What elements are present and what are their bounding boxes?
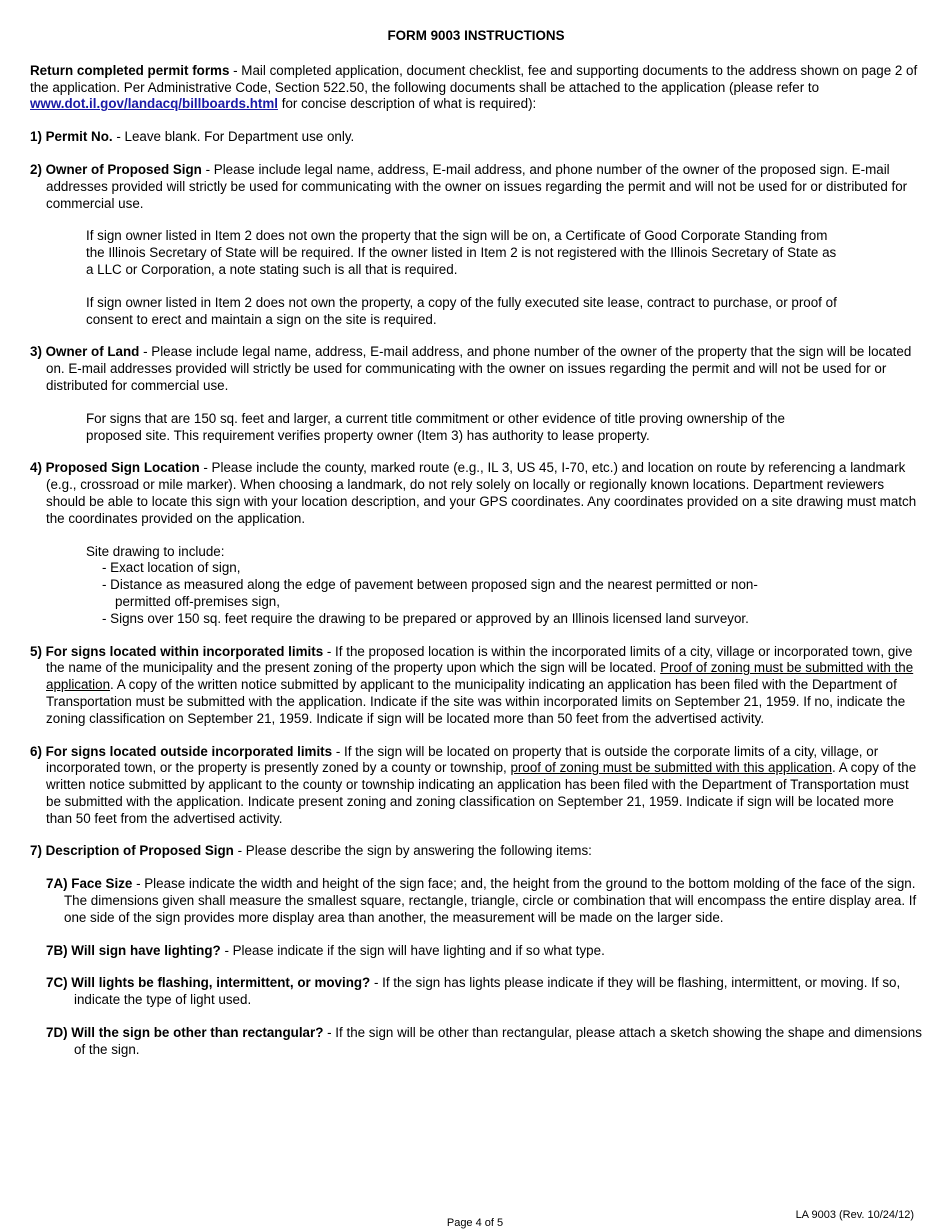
item-7a-text: - Please indicate the width and height of the sign face; and, the height from the ground to the bottom molding of the face of the sign. The dimensions given shall measure the smallest square, rectangle, triangle, circle or combination that will encompass the entire display area. If one side of the sign provides more display area than another, the measurement will be made on the larger side. bbox=[64, 876, 917, 925]
intro-paragraph bbox=[30, 63, 922, 113]
item-7-text: - Please describe the sign by answering the following items: bbox=[233, 843, 592, 859]
item-1-text: - Leave blank. For Department use only. bbox=[112, 129, 355, 145]
item-6-heading: 6) For signs located outside incorporated limits bbox=[30, 743, 333, 759]
item-2 bbox=[30, 162, 922, 212]
item-7d bbox=[30, 1025, 922, 1059]
item-3-text: - Please include legal name, address, E-mail address, and phone number of the owner of the property that the sign will be located on. E-mail addresses provided will strictly be used for communicating with the owner on issues regarding the permit and will not be used for or distributed for commercial use. bbox=[46, 344, 912, 393]
item-7b-text: - Please indicate if the sign will have lighting and if so what type. bbox=[220, 942, 605, 958]
item-3-heading: 3) Owner of Land bbox=[30, 344, 140, 360]
item-6-zoning-requirement: proof of zoning must be submitted with this application bbox=[510, 760, 833, 776]
billboards-link[interactable]: www.dot.il.gov/landacq/billboards.html bbox=[30, 96, 278, 112]
item-7c-text: - If the sign has lights please indicate if they will be flashing, intermittent, or moving. If so, indicate the type of light used. bbox=[74, 975, 901, 1008]
intro-text-2: for concise description of what is required): bbox=[278, 96, 537, 112]
item-1 bbox=[30, 129, 922, 146]
item-7c bbox=[30, 975, 922, 1009]
page-title: FORM 9003 INSTRUCTIONS bbox=[387, 28, 565, 43]
item-7c-heading: 7C) Will lights be flashing, intermittent, or moving? bbox=[46, 975, 371, 991]
item-2-note-1: If sign owner listed in Item 2 does not own the property that the sign will be on, a Certificate of Good Corporate Standing from the Illinois Secretary of State will be required. If the owner listed in Item 2 is not registered with the Illinois Secretary of State as a LLC or Corporation, a note stating such is all that is required. bbox=[86, 228, 837, 277]
item-2-note-2: If sign owner listed in Item 2 does not own the property, a copy of the fully executed site lease, contract to purchase, or proof of consent to erect and maintain a sign on the site is required. bbox=[86, 294, 837, 327]
item-7 bbox=[30, 843, 922, 860]
item-4-heading: 4) Proposed Sign Location bbox=[30, 460, 200, 476]
item-5-zoning-requirement: Proof of zoning must be submitted with the application bbox=[46, 660, 914, 693]
item-7b-heading: 7B) Will sign have lighting? bbox=[46, 942, 221, 958]
intro-heading: Return completed permit forms bbox=[30, 62, 230, 78]
item-6 bbox=[30, 744, 922, 828]
item-1-heading: 1) Permit No. bbox=[30, 129, 113, 145]
item-5-text-2: . A copy of the written notice submitted by applicant to the municipality indicating an application has been filed with the Department of Transportation must be submitted with the application. Indicate if the site was within incorporated limits on September 21, 1959. If no, indicate the zoning classification on September 21, 1959. Indicate if sign will be located more than 50 feet from the advertised activity. bbox=[46, 677, 906, 726]
item-7-heading: 7) Description of Proposed Sign bbox=[30, 843, 234, 859]
item-3 bbox=[30, 344, 922, 394]
item-2-heading: 2) Owner of Proposed Sign bbox=[30, 161, 202, 177]
document-body bbox=[30, 28, 922, 1075]
item-7d-text: - If the sign will be other than rectangular, please attach a sketch showing the shape and dimensions of the sign. bbox=[74, 1025, 922, 1057]
item-7d-heading: 7D) Will the sign be other than rectangular? bbox=[46, 1025, 324, 1041]
page-number: Page 4 of 5 bbox=[446, 1217, 504, 1229]
site-drawing-heading: Site drawing to include: bbox=[86, 543, 225, 559]
item-7a bbox=[30, 876, 922, 926]
item-7a-heading: 7A) Face Size bbox=[46, 876, 133, 892]
list-item: - Exact location of sign, bbox=[102, 560, 241, 576]
item-6-text-1: - If the sign will be located on property that is outside the corporate limits of a city, village, or incorporated town, or the property is presently zoned by a county or township, bbox=[46, 743, 879, 776]
list-item: - Signs over 150 sq. feet require the drawing to be prepared or approved by an Illinois licensed land surveyor. bbox=[102, 610, 749, 626]
item-6-text-2: . A copy of the written notice submitted by applicant to the county or township indicating an application has been filed with the Department of Transportation must be submitted with the application. Indicate present zoning and zoning classification on September 21, 1959. Indicate if sign will be located more than 50 feet from the advertised activity. bbox=[46, 760, 917, 826]
item-5-text-1: - If the proposed location is within the incorporated limits of a city, village or incorporated town, give the name of the municipality and the present zoning of the property upon which the sign will be located. bbox=[46, 643, 913, 676]
item-3-note-1: For signs that are 150 sq. feet and larger, a current title commitment or other evidence of title proving ownership of the proposed site. This requirement verifies property owner (Item 3) has authority to lease property. bbox=[86, 410, 785, 443]
revision-label: LA 9003 (Rev. 10/24/12) bbox=[795, 1209, 914, 1221]
item-5 bbox=[30, 644, 922, 728]
intro-text-1: - Mail completed application, document checklist, fee and supporting documents to the address shown on page 2 of the application. Per Administrative Code, Section 522.50, the following documents shall be attached to the application (please refer to bbox=[30, 62, 918, 95]
list-item: - Distance as measured along the edge of pavement between proposed sign and the nearest permitted or non-permitted off-premises sign, bbox=[102, 577, 758, 609]
item-4-text: - Please include the county, marked route (e.g., IL 3, US 45, I-70, etc.) and location on route by referencing a landmark (e.g., crossroad or mile marker). When choosing a landmark, do not rely solely on locally or regionally known locations. Department reviewers should be able to locate this sign with your location description, and your GPS coordinates. Any coordinates provided on a site drawing must match the coordinates provided on the application. bbox=[46, 460, 917, 526]
item-2-text: - Please include legal name, address, E-mail address, and phone number of the owner of the proposed sign. E-mail addresses provided will strictly be used for communicating with the owner on issues regarding the permit and will not be used for or distributed for commercial use. bbox=[46, 161, 908, 211]
item-4 bbox=[30, 460, 922, 527]
item-7b bbox=[30, 943, 922, 960]
site-drawing-list bbox=[102, 560, 782, 627]
item-5-heading: 5) For signs located within incorporated limits bbox=[30, 643, 324, 659]
